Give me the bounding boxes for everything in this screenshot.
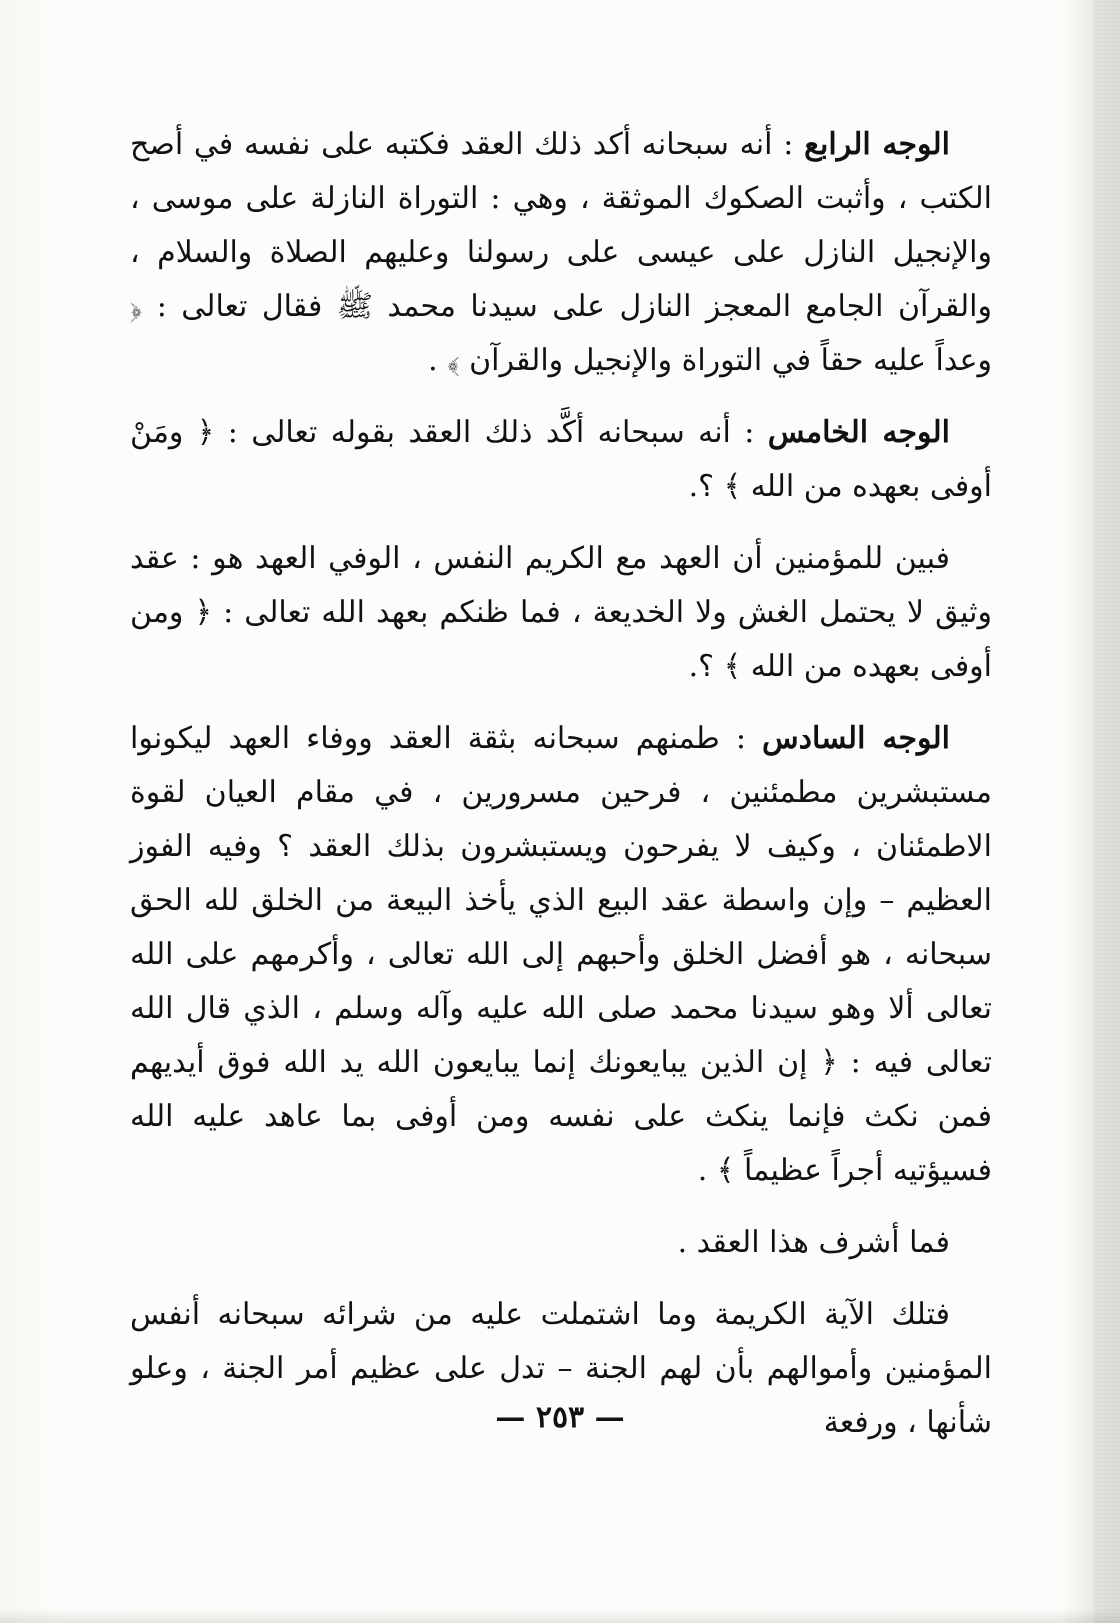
paragraph-short-line — [130, 1216, 992, 1270]
paragraph-lead: الوجه السادس — [762, 721, 951, 756]
paragraph-fifth-aspect — [130, 406, 992, 514]
page-number: — ٢٥٣ — — [495, 1400, 625, 1435]
paragraph-text: : أنه سبحانه أكد ذلك العقد فكتبه على نفسه في أصح الكتب ، وأثبت الصكوك الموثقة ، وهي : التوراة النازلة على موسى ، والإنجيل النازل على عيسى على رسولنا وعليهم الصلاة والسلام ، والقرآن الجامع المعجز النازل على سيدنا محمد ﷺ فقال تعالى : ﴿ وعداً عليه حقاً في التوراة والإنجيل والقرآن ﴾ . — [130, 127, 992, 378]
paragraph-lead: الوجه الخامس — [767, 415, 950, 450]
paragraph-lead: الوجه الرابع — [804, 127, 950, 162]
paragraph-text: فتلك الآية الكريمة وما اشتملت عليه من شرائه سبحانه أنفس المؤمنين وأموالهم بأن لهم الجنة – تدل على عظيم أمر الجنة ، وعلو شأنها ، ورفعة — [130, 1297, 992, 1440]
paragraph-text: : طمنهم سبحانه بثقة العقد ووفاء العهد ليكونوا مستبشرين مطمئنين ، فرحين مسرورين ، في مقام العيان لقوة الاطمئنان ، وكيف لا يفرحون ويستبشرون بذلك العقد ؟ وفيه الفوز العظيم – وإن واسطة عقد البيع الذي يأخذ البيعة من الخلق لله الحق سبحانه ، هو أفضل الخلق وأحبهم إلى الله تعالى ، وأكرمهم على الله تعالى ألا وهو سيدنا محمد صلى الله عليه وآله وسلم ، الذي قال الله تعالى فيه : ﴿ إن الذين يبايعونك إنما يبايعون الله يد الله فوق أيديهم فمن نكث فإنما ينكث على نفسه ومن أوفى بما عاهد عليه الله فسيؤتيه أجراً عظيماً ﴾ . — [130, 721, 992, 1188]
paragraph-explanation — [130, 532, 992, 694]
page-binding-edge — [1094, 0, 1120, 1623]
paragraph-text: : أنه سبحانه أكَّد ذلك العقد بقوله تعالى : ﴿ ومَنْ أوفى بعهده من الله ﴾ ؟. — [130, 415, 992, 504]
paragraph-fourth-aspect — [130, 118, 992, 388]
paragraph-sixth-aspect — [130, 712, 992, 1198]
paragraph-text: فما أشرف هذا العقد . — [677, 1225, 950, 1260]
body-text — [130, 118, 992, 1468]
page-bottom-shadow — [0, 1609, 1120, 1623]
paragraph-text: فبين للمؤمنين أن العهد مع الكريم النفس ، الوفي العهد هو : عقد وثيق لا يحتمل الغش ولا الخديعة ، فما ظنكم بعهد الله تعالى : ﴿ ومن أوفى بعهده من الله ﴾ ؟. — [130, 541, 992, 684]
